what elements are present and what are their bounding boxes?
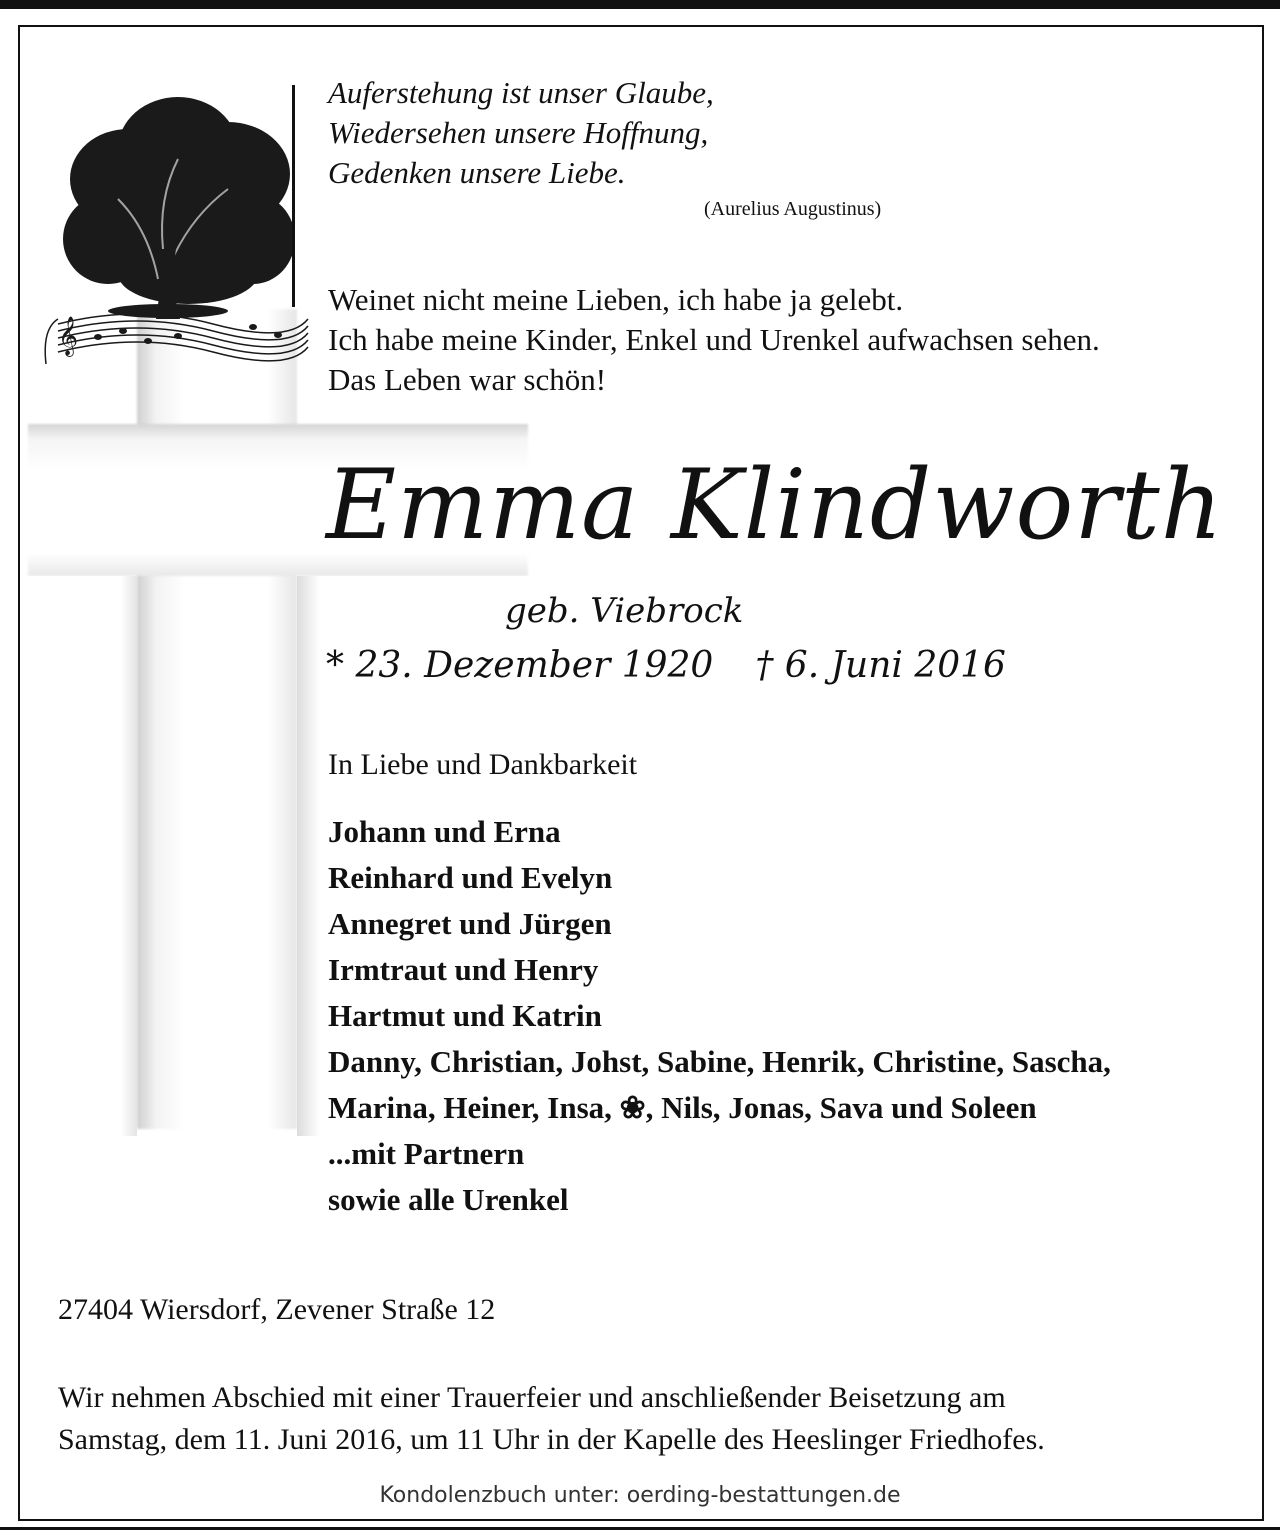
condolence-link[interactable]: Kondolenzbuch unter: oerding-bestattungen.de [379, 1483, 901, 1508]
thanks-line: In Liebe und Dankbarkeit [328, 748, 638, 781]
quote-attribution: (Aurelius Augustinus) [704, 198, 882, 220]
family-line: Annegret und Jürgen [328, 906, 612, 941]
family-line: Irmtraut und Henry [328, 952, 599, 987]
family-line: sowie alle Urenkel [328, 1182, 569, 1217]
service-notice-line-1: Wir nehmen Abschied mit einer Trauerfeier und anschließender Beisetzung am [58, 1381, 1006, 1414]
verse-line-2: Ich habe meine Kinder, Enkel und Urenkel aufwachsen sehen. [328, 322, 1100, 357]
service-notice-line-2: Samstag, dem 11. Juni 2016, um 11 Uhr in der Kapelle des Heeslinger Friedhofes. [58, 1423, 1045, 1456]
quote-line-2: Wiedersehen unsere Hoffnung, [328, 115, 709, 150]
life-dates [326, 645, 1006, 686]
family-line: Reinhard und Evelyn [328, 860, 613, 895]
divider-line [292, 85, 295, 307]
verse-line-3: Das Leben war schön! [328, 362, 607, 397]
quote-line-1: Auferstehung ist unser Glaube, [328, 75, 714, 110]
family-line: ...mit Partnern [328, 1136, 525, 1171]
verse-line-1: Weinet nicht meine Lieben, ich habe ja gelebt. [328, 282, 904, 317]
family-line: Danny, Christian, Johst, Sabine, Henrik, Christine, Sascha, [328, 1044, 1111, 1079]
address: 27404 Wiersdorf, Zevener Straße 12 [58, 1293, 496, 1326]
cross-shadow-left [28, 576, 137, 1136]
birth-date: * 23. Dezember 1920 [326, 645, 714, 686]
death-date: † 6. Juni 2016 [755, 645, 1006, 686]
quote-line-3: Gedenken unsere Liebe. [328, 155, 626, 190]
maiden-name: geb. Viebrock [505, 591, 744, 631]
family-line: Johann und Erna [328, 814, 561, 849]
family-line: Hartmut und Katrin [328, 998, 602, 1033]
tree-with-music-staff-icon [38, 79, 318, 379]
family-line: Marina, Heiner, Insa, ❀, Nils, Jonas, Sava und Soleen [328, 1090, 1037, 1125]
deceased-name: Emma Klindworth [326, 449, 1224, 561]
svg-text:𝄞: 𝄞 [58, 316, 79, 356]
